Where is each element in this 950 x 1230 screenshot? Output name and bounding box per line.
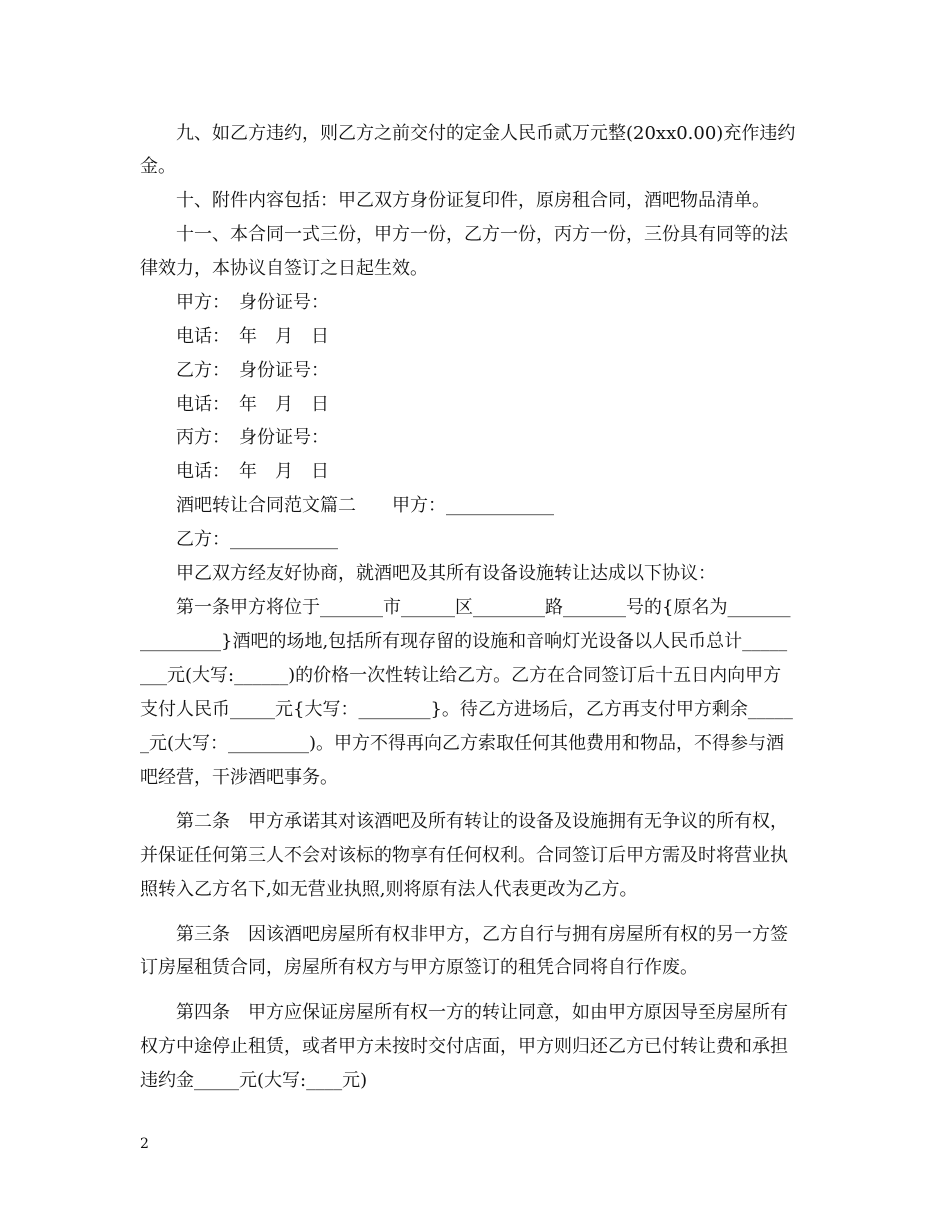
- signature-line: 电话： 年 月 日: [176, 326, 329, 347]
- text-line: 十、附件内容包括：甲乙双方身份证复印件，原房租合同，酒吧物品清单。: [176, 190, 770, 211]
- text-line: _________}酒吧的场地,包括所有现存留的设施和音响灯光设备以人民币总计_____: [140, 631, 788, 652]
- text-line: 九、如乙方违约，则乙方之前交付的定金人民币贰万元整(20xx0.00)充作违约: [176, 123, 796, 144]
- text-line: 照转入乙方名下,如无营业执照,则将原有法人代表更改为乙方。: [140, 879, 638, 900]
- text-line: 吧经营，干涉酒吧事务。: [140, 767, 338, 788]
- signature-line: 电话： 年 月 日: [176, 461, 329, 482]
- text-line: 支付人民币_____元{大写：________}。待乙方进场后，乙方再支付甲方剩余_____: [140, 699, 793, 720]
- text-line: 第二条 甲方承诺其对该酒吧及所有转让的设备及设施拥有无争议的所有权，: [176, 811, 788, 832]
- text-line: 金。: [140, 156, 176, 177]
- text-line: 订房屋租赁合同，房屋所有权方与甲方原签订的租凭合同将自行作废。: [140, 957, 698, 978]
- signature-line: 甲方： 身份证号：: [176, 292, 329, 313]
- text-line: 权方中途停止租赁，或者甲方未按时交付店面，甲方则归还乙方已付转让费和承担: [140, 1036, 788, 1057]
- text-line: 第三条 因该酒吧房屋所有权非甲方，乙方自行与拥有房屋所有权的另一方签: [176, 924, 788, 945]
- text-line: 十一、本合同一式三份，甲方一份，乙方一份，丙方一份，三份具有同等的法: [176, 224, 788, 245]
- text-line: 并保证任何第三人不会对该标的物享有任何权利。合同签订后甲方需及时将营业执: [140, 845, 788, 866]
- signature-line: 电话： 年 月 日: [176, 394, 329, 415]
- text-line: 第四条 甲方应保证房屋所有权一方的转让同意，如由甲方原因导至房屋所有: [176, 1002, 788, 1023]
- signature-line: 丙方： 身份证号：: [176, 427, 329, 448]
- text-line: ___元(大写:______)的价格一次性转让给乙方。乙方在合同签订后十五日内向甲方: [140, 665, 782, 686]
- section-heading: 酒吧转让合同范文篇二 甲方：____________: [176, 495, 554, 516]
- text-line: 第一条甲方将位于_______市______区________路_______号的{原名为_______: [176, 597, 791, 618]
- page-number: 2: [140, 1136, 149, 1152]
- text-line: 乙方：____________: [176, 529, 338, 550]
- text-line: 律效力，本协议自签订之日起生效。: [140, 258, 428, 279]
- text-line: 甲乙双方经友好协商，就酒吧及其所有设备设施转让达成以下协议：: [176, 563, 716, 584]
- text-line: _元(大写：_________)。甲方不得再向乙方索取任何其他费用和物品，不得参与酒: [140, 733, 785, 754]
- signature-line: 乙方： 身份证号：: [176, 360, 329, 381]
- text-line: 违约金_____元(大写:____元): [140, 1070, 368, 1091]
